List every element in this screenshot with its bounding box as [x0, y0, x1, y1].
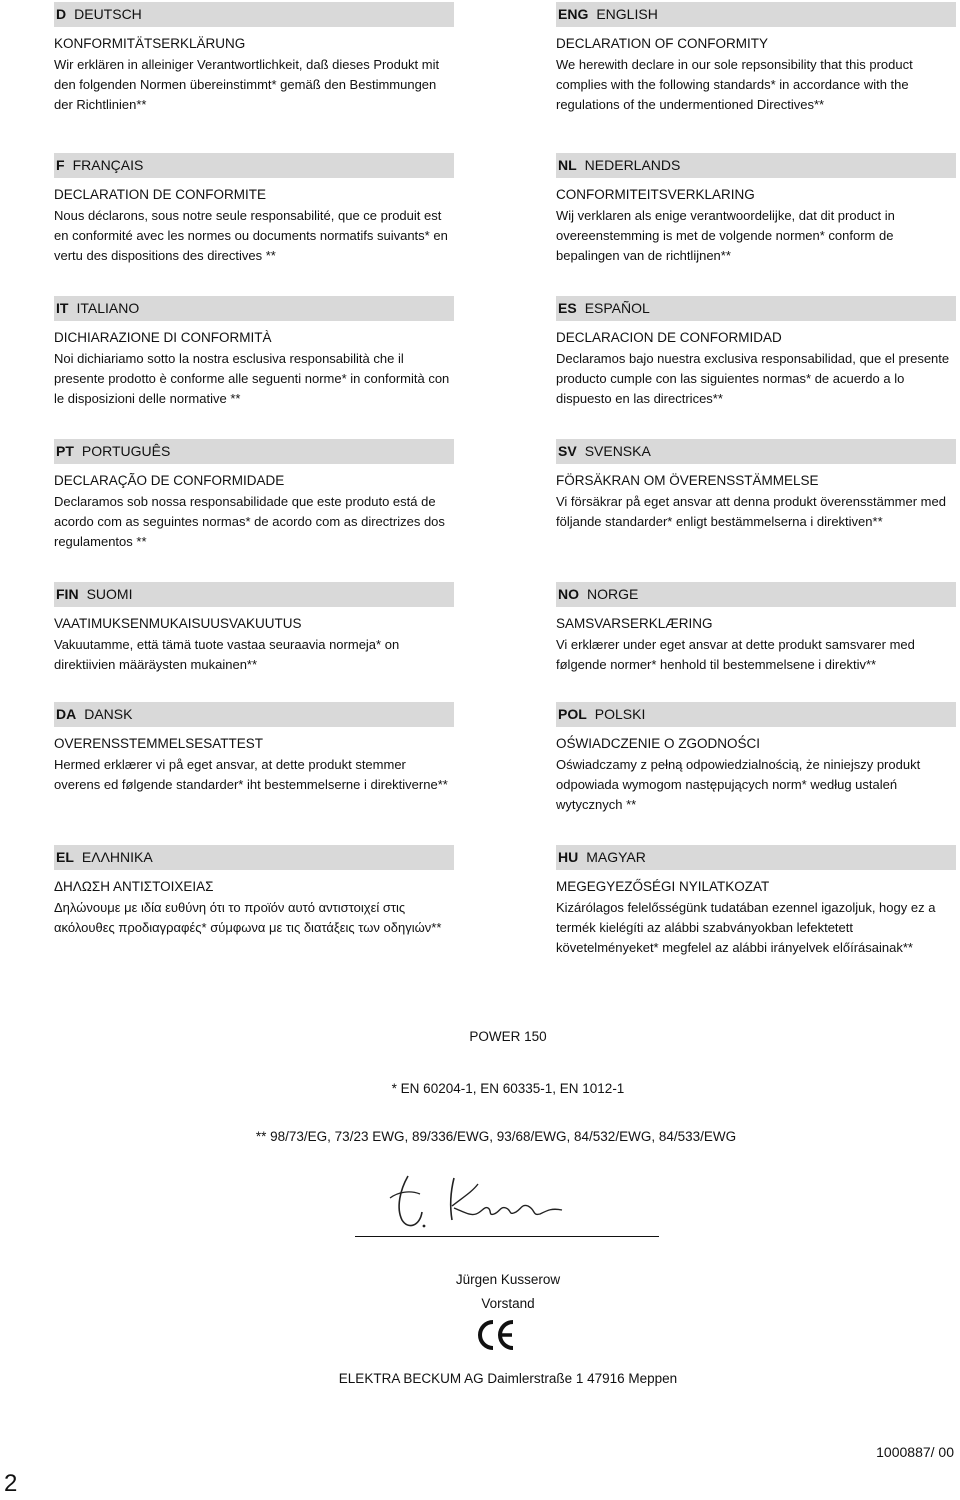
section-no: [556, 582, 956, 675]
section-body: Vi erklærer under eget ansvar at dette produkt samsvarer med følgende normer* henhold til bestemmelsene i direktiv**: [556, 637, 915, 672]
section-title: MEGEGYEZŐSÉGI NYILATKOZAT: [556, 879, 770, 894]
section-header: [556, 296, 956, 321]
section-title: DECLARATION DE CONFORMITE: [54, 187, 267, 202]
lang-code: IT: [56, 300, 69, 316]
section-body: Kizárólagos felelősségünk tudatában ezennel igazoljuk, hogy ez a termék kielégíti az alábbi szabványokban lefektetett követelményeket* megfelel az alábbi irányelvek előírásainak**: [556, 900, 936, 955]
signature-line: [355, 1236, 659, 1237]
section-header: [556, 439, 956, 464]
company-address: ELEKTRA BECKUM AG Daimlerstraße 1 47916 Meppen: [338, 1371, 678, 1386]
section-header: [54, 702, 454, 727]
section-title: OŚWIADCZENIE O ZGODNOŚCI: [556, 736, 761, 751]
lang-code: ES: [558, 300, 577, 316]
lang-code: F: [56, 157, 65, 173]
section-body: Vakuutamme, että tämä tuote vastaa seuraavia normeja* on direktiivien määräysten mukainen**: [54, 637, 400, 672]
signer-title: Vorstand: [481, 1296, 535, 1311]
section-de: [54, 2, 454, 115]
ce-mark-icon: [477, 1319, 515, 1351]
lang-code: NO: [558, 586, 579, 602]
section-es: [556, 296, 956, 409]
section-header: [556, 2, 956, 27]
section-body: Vi försäkrar på eget ansvar att denna produkt överensstämmer med följande standarder* enligt bestämmelserna i direktiven**: [556, 494, 946, 529]
lang-name: SUOMI: [86, 586, 133, 602]
lang-code: POL: [558, 706, 587, 722]
lang-code: ENG: [558, 6, 589, 22]
section-title: ΔΗΛΩΣΗ ΑΝΤΙΣΤΟΙΧΕΙΑΣ: [54, 879, 214, 894]
lang-code: NL: [558, 157, 577, 173]
lang-name: ΕΛΛΗΝΙΚΑ: [81, 849, 153, 865]
directives-line: ** 98/73/EG, 73/23 EWG, 89/336/EWG, 93/68/EWG, 84/532/EWG, 84/533/EWG: [255, 1129, 737, 1144]
section-header: [54, 153, 454, 178]
lang-code: SV: [558, 443, 577, 459]
section-title: VAATIMUKSENMUKAISUUSVAKUUTUS: [54, 616, 302, 631]
section-title: DICHIARAZIONE DI CONFORMITÀ: [54, 330, 272, 345]
lang-name: NEDERLANDS: [584, 157, 681, 173]
section-title: DECLARACION DE CONFORMIDAD: [556, 330, 782, 345]
section-pt: [54, 439, 454, 552]
section-nl: [556, 153, 956, 266]
lang-name: ITALIANO: [76, 300, 140, 316]
product-name: POWER 150: [469, 1029, 547, 1044]
section-body: Declaramos sob nossa responsabilidade que este produto está de acordo com as seguintes normas* de acordo com as directrizes dos regulamentos **: [54, 494, 445, 549]
lang-code: HU: [558, 849, 579, 865]
lang-name: MAGYAR: [586, 849, 646, 865]
lang-name: SVENSKA: [584, 443, 651, 459]
section-it: [54, 296, 454, 409]
section-title: CONFORMITEITSVERKLARING: [556, 187, 755, 202]
section-header: [54, 845, 454, 870]
section-body: Wij verklaren als enige verantwoordelijke, dat dit product in overeenstemming is met de volgende normen* conform de bepalingen van de richtlijnen**: [556, 208, 895, 263]
lang-name: DANSK: [84, 706, 133, 722]
lang-name: ENGLISH: [596, 6, 658, 22]
section-body: Nous déclarons, sous notre seule responsabilité, que ce produit est en conformité avec les normes ou documents normatifs suivants* en vertu des dispositions des directives **: [54, 208, 448, 263]
section-title: KONFORMITÄTSERKLÄRUNG: [54, 36, 246, 51]
standards-line: * EN 60204-1, EN 60335-1, EN 1012-1: [391, 1081, 625, 1096]
section-pol: [556, 702, 956, 815]
document-number: 1000887/ 00: [876, 1444, 954, 1460]
lang-name: ESPAÑOL: [584, 300, 650, 316]
signature: [380, 1168, 590, 1238]
section-body: Hermed erklærer vi på eget ansvar, at dette produkt stemmer overens ed følgende standarder* iht bestemmelserne i direktiverne**: [54, 757, 448, 792]
section-header: [54, 439, 454, 464]
section-header: [556, 153, 956, 178]
section-header: [54, 296, 454, 321]
section-body: We herewith declare in our sole repsonsibility that this product complies with the following standards* in accordance with the regulations of the undermentioned Directives**: [556, 57, 913, 112]
lang-name: PORTUGUÊS: [81, 443, 171, 459]
section-el: [54, 845, 454, 938]
section-body: Declaramos bajo nuestra exclusiva responsabilidad, que el presente producto cumple con las siguientes normas* de acuerdo a lo dispuesto en las directrices**: [556, 351, 950, 406]
section-header: [556, 582, 956, 607]
section-body: Oświadczamy z pełną odpowiedzialnością, że niniejszy produkt odpowiada wymogom następujących norm* według ustaleń wytycznych **: [556, 757, 921, 812]
lang-code: FIN: [56, 586, 79, 602]
lang-code: DA: [56, 706, 77, 722]
lang-name: FRANÇAIS: [72, 157, 144, 173]
section-fin: [54, 582, 454, 675]
page-number: 2: [4, 1470, 18, 1497]
section-body: Δηλώνουμε με ιδία ευθύνη ότι το προϊόν αυτό αντιστοιχεί στις ακόλουθες προδιαγραφές* σύμφωνα με τις διατάξεις των οδηγιών**: [54, 900, 442, 935]
section-body: Noi dichiariamo sotto la nostra esclusiva responsabilità che il presente prodotto è conforme alle seguenti norme* in conformità con le disposizioni delle normative **: [54, 351, 450, 406]
section-header: [556, 702, 956, 727]
section-title: DECLARAÇÃO DE CONFORMIDADE: [54, 473, 285, 488]
lang-code: D: [56, 6, 67, 22]
section-eng: [556, 2, 956, 115]
signer-name: Jürgen Kusserow: [455, 1272, 561, 1287]
section-body: Wir erklären in alleiniger Verantwortlichkeit, daß dieses Produkt mit den folgenden Normen übereinstimmt* gemäß den Bestimmungen der Richtlinien**: [54, 57, 440, 112]
lang-name: NORGE: [587, 586, 639, 602]
section-f: [54, 153, 454, 266]
section-header: [54, 2, 454, 27]
section-da: [54, 702, 454, 795]
section-hu: [556, 845, 956, 958]
lang-code: EL: [56, 849, 74, 865]
section-header: [54, 582, 454, 607]
section-title: DECLARATION OF CONFORMITY: [556, 36, 769, 51]
section-title: FÖRSÄKRAN OM ÖVERENSSTÄMMELSE: [556, 473, 819, 488]
section-header: [556, 845, 956, 870]
section-title: SAMSVARSERKLÆRING: [556, 616, 713, 631]
lang-code: PT: [56, 443, 74, 459]
lang-name: DEUTSCH: [74, 6, 142, 22]
section-sv: [556, 439, 956, 532]
section-title: OVERENSSTEMMELSESATTEST: [54, 736, 264, 751]
lang-name: POLSKI: [594, 706, 646, 722]
